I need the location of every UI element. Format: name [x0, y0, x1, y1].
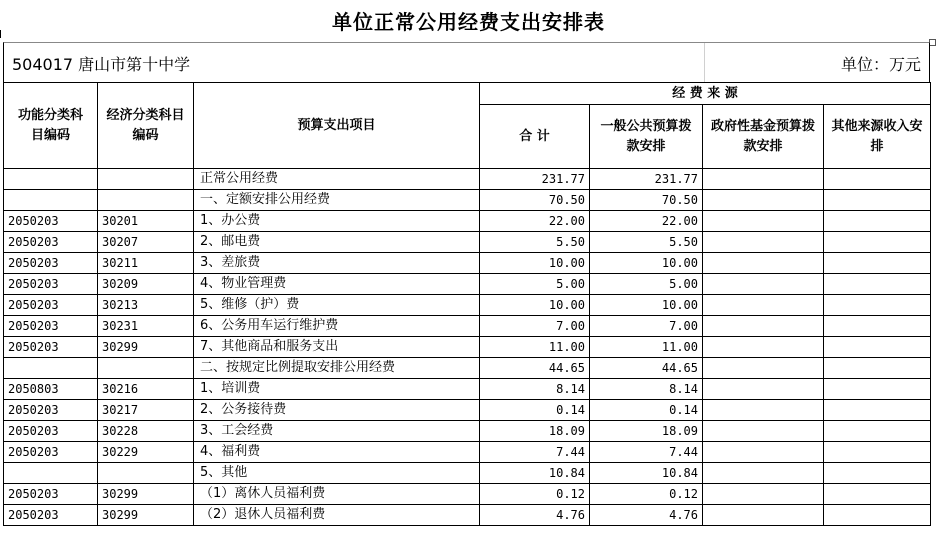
cell-gov-fund[interactable] — [703, 253, 824, 274]
cell-general-budget[interactable]: 10.84 — [590, 463, 703, 484]
cell-general-budget[interactable]: 0.14 — [590, 400, 703, 421]
cell-gov-fund[interactable] — [703, 190, 824, 211]
header-other-source: 其他来源收入安排 — [824, 105, 931, 169]
cell-func-code[interactable] — [4, 463, 98, 484]
cell-total[interactable]: 11.00 — [480, 337, 590, 358]
cell-general-budget[interactable]: 0.12 — [590, 484, 703, 505]
cell-general-budget[interactable]: 44.65 — [590, 358, 703, 379]
org-name: 504017 唐山市第十中学 — [12, 55, 191, 74]
cell-general-budget[interactable]: 7.00 — [590, 316, 703, 337]
cell-gov-fund[interactable] — [703, 505, 824, 526]
cell-total[interactable]: 0.14 — [480, 400, 590, 421]
header-general-budget: 一般公共预算拨款安排 — [590, 105, 703, 169]
cell-other-source[interactable] — [824, 295, 931, 316]
sheet-corner-handle[interactable] — [929, 39, 936, 46]
table-row — [4, 484, 931, 505]
cell-gov-fund[interactable] — [703, 316, 824, 337]
cell-econ-code[interactable]: 30228 — [98, 421, 194, 442]
cell-cursor-mark — [0, 30, 1, 38]
cell-total[interactable]: 5.00 — [480, 274, 590, 295]
cell-econ-code[interactable]: 30229 — [98, 442, 194, 463]
org-unit-bar — [3, 42, 930, 82]
cell-econ-code[interactable]: 30217 — [98, 400, 194, 421]
cell-func-code[interactable]: 2050203 — [4, 505, 98, 526]
cell-general-budget[interactable]: 10.00 — [590, 253, 703, 274]
cell-other-source[interactable] — [824, 400, 931, 421]
cell-func-code[interactable]: 2050203 — [4, 274, 98, 295]
cell-econ-code[interactable]: 30211 — [98, 253, 194, 274]
table-row — [4, 337, 931, 358]
cell-total[interactable]: 0.12 — [480, 484, 590, 505]
cell-gov-fund[interactable] — [703, 274, 824, 295]
cell-func-code[interactable]: 2050203 — [4, 442, 98, 463]
cell-other-source[interactable] — [824, 505, 931, 526]
cell-gov-fund[interactable] — [703, 211, 824, 232]
table-row — [4, 379, 931, 400]
header-total: 合 计 — [480, 105, 590, 169]
cell-func-code[interactable]: 2050803 — [4, 379, 98, 400]
cell-gov-fund[interactable] — [703, 358, 824, 379]
cell-func-code[interactable]: 2050203 — [4, 484, 98, 505]
cell-total[interactable]: 231.77 — [480, 169, 590, 190]
cell-other-source[interactable] — [824, 379, 931, 400]
header-econ-code: 经济分类科目编码 — [98, 83, 194, 169]
cell-func-code[interactable]: 2050203 — [4, 253, 98, 274]
cell-project[interactable]: 5、维修（护）费 — [194, 295, 480, 316]
table-row — [4, 274, 931, 295]
cell-other-source[interactable] — [824, 211, 931, 232]
cell-total[interactable]: 18.09 — [480, 421, 590, 442]
cell-general-budget[interactable]: 18.09 — [590, 421, 703, 442]
header-func-code: 功能分类科目编码 — [4, 83, 98, 169]
cell-project[interactable]: 一、定额安排公用经费 — [194, 190, 480, 211]
cell-general-budget[interactable]: 8.14 — [590, 379, 703, 400]
cell-other-source[interactable] — [824, 169, 931, 190]
table-row — [4, 232, 931, 253]
cell-func-code[interactable]: 2050203 — [4, 211, 98, 232]
cell-general-budget[interactable]: 70.50 — [590, 190, 703, 211]
cell-general-budget[interactable]: 5.00 — [590, 274, 703, 295]
cell-gov-fund[interactable] — [703, 484, 824, 505]
cell-project[interactable]: 1、办公费 — [194, 211, 480, 232]
cell-func-code[interactable]: 2050203 — [4, 232, 98, 253]
cell-other-source[interactable] — [824, 358, 931, 379]
cell-func-code[interactable] — [4, 169, 98, 190]
cell-general-budget[interactable]: 231.77 — [590, 169, 703, 190]
header-source-group: 经 费 来 源 — [480, 83, 931, 105]
cell-func-code[interactable]: 2050203 — [4, 316, 98, 337]
table-row — [4, 505, 931, 526]
cell-other-source[interactable] — [824, 421, 931, 442]
cell-general-budget[interactable]: 10.00 — [590, 295, 703, 316]
cell-total[interactable]: 70.50 — [480, 190, 590, 211]
cell-econ-code[interactable]: 30299 — [98, 484, 194, 505]
table-row — [4, 316, 931, 337]
cell-econ-code[interactable]: 30299 — [98, 337, 194, 358]
cell-other-source[interactable] — [824, 316, 931, 337]
cell-gov-fund[interactable] — [703, 421, 824, 442]
cell-func-code[interactable]: 2050203 — [4, 421, 98, 442]
cell-project[interactable]: 6、公务用车运行维护费 — [194, 316, 480, 337]
cell-econ-code[interactable]: 30201 — [98, 211, 194, 232]
cell-func-code[interactable] — [4, 190, 98, 211]
cell-econ-code[interactable] — [98, 358, 194, 379]
table-row — [4, 295, 931, 316]
cell-gov-fund[interactable] — [703, 169, 824, 190]
cell-gov-fund[interactable] — [703, 400, 824, 421]
table-row — [4, 253, 931, 274]
cell-gov-fund[interactable] — [703, 442, 824, 463]
unit-label: 单位：万元 — [840, 55, 921, 74]
cell-general-budget[interactable]: 22.00 — [590, 211, 703, 232]
cell-other-source[interactable] — [824, 337, 931, 358]
cell-total[interactable]: 10.00 — [480, 295, 590, 316]
cell-econ-code[interactable]: 30299 — [98, 505, 194, 526]
cell-econ-code[interactable]: 30207 — [98, 232, 194, 253]
cell-other-source[interactable] — [824, 463, 931, 484]
cell-project[interactable]: 1、培训费 — [194, 379, 480, 400]
cell-project[interactable]: 4、福利费 — [194, 442, 480, 463]
cell-econ-code[interactable]: 30216 — [98, 379, 194, 400]
cell-func-code[interactable]: 2050203 — [4, 400, 98, 421]
cell-gov-fund[interactable] — [703, 232, 824, 253]
table-row — [4, 358, 931, 379]
cell-project[interactable]: 2、公务接待费 — [194, 400, 480, 421]
table-row — [4, 190, 931, 211]
cell-other-source[interactable] — [824, 232, 931, 253]
cell-econ-code[interactable]: 30209 — [98, 274, 194, 295]
page-title: 单位正常公用经费支出安排表 — [332, 10, 605, 34]
cell-total[interactable]: 44.65 — [480, 358, 590, 379]
cell-project[interactable]: 7、其他商品和服务支出 — [194, 337, 480, 358]
cell-econ-code[interactable]: 30213 — [98, 295, 194, 316]
cell-general-budget[interactable]: 11.00 — [590, 337, 703, 358]
cell-project[interactable]: （1）离休人员福利费 — [194, 484, 480, 505]
cell-gov-fund[interactable] — [703, 337, 824, 358]
cell-total[interactable]: 4.76 — [480, 505, 590, 526]
cell-other-source[interactable] — [824, 253, 931, 274]
cell-gov-fund[interactable] — [703, 463, 824, 484]
cell-econ-code[interactable] — [98, 169, 194, 190]
cell-other-source[interactable] — [824, 484, 931, 505]
cell-func-code[interactable]: 2050203 — [4, 295, 98, 316]
header-gov-fund: 政府性基金预算拨款安排 — [703, 105, 824, 169]
cell-total[interactable]: 7.00 — [480, 316, 590, 337]
table-row — [4, 463, 931, 484]
cell-gov-fund[interactable] — [703, 295, 824, 316]
cell-project[interactable]: 正常公用经费 — [194, 169, 480, 190]
cell-func-code[interactable] — [4, 358, 98, 379]
cell-total[interactable]: 10.84 — [480, 463, 590, 484]
expense-table — [3, 82, 931, 526]
cell-total[interactable]: 7.44 — [480, 442, 590, 463]
cell-total[interactable]: 22.00 — [480, 211, 590, 232]
cell-func-code[interactable]: 2050203 — [4, 337, 98, 358]
cell-econ-code[interactable] — [98, 190, 194, 211]
cell-project[interactable]: 3、差旅费 — [194, 253, 480, 274]
table-row — [4, 400, 931, 421]
cell-project[interactable]: 4、物业管理费 — [194, 274, 480, 295]
cell-project[interactable]: 2、邮电费 — [194, 232, 480, 253]
org-bar-divider — [704, 43, 705, 83]
cell-general-budget[interactable]: 4.76 — [590, 505, 703, 526]
table-row — [4, 421, 931, 442]
cell-project[interactable]: 3、工会经费 — [194, 421, 480, 442]
cell-econ-code[interactable]: 30231 — [98, 316, 194, 337]
cell-total[interactable]: 5.50 — [480, 232, 590, 253]
cell-project[interactable]: 二、按规定比例提取安排公用经费 — [194, 358, 480, 379]
table-row — [4, 169, 931, 190]
cell-econ-code[interactable] — [98, 463, 194, 484]
table-body — [4, 169, 931, 526]
cell-project[interactable]: （2）退休人员福利费 — [194, 505, 480, 526]
cell-general-budget[interactable]: 7.44 — [590, 442, 703, 463]
cell-other-source[interactable] — [824, 442, 931, 463]
table-row — [4, 442, 931, 463]
cell-other-source[interactable] — [824, 274, 931, 295]
table-row — [4, 211, 931, 232]
cell-gov-fund[interactable] — [703, 379, 824, 400]
cell-total[interactable]: 10.00 — [480, 253, 590, 274]
cell-project[interactable]: 5、其他 — [194, 463, 480, 484]
header-project: 预算支出项目 — [194, 83, 480, 169]
cell-other-source[interactable] — [824, 190, 931, 211]
cell-total[interactable]: 8.14 — [480, 379, 590, 400]
cell-general-budget[interactable]: 5.50 — [590, 232, 703, 253]
